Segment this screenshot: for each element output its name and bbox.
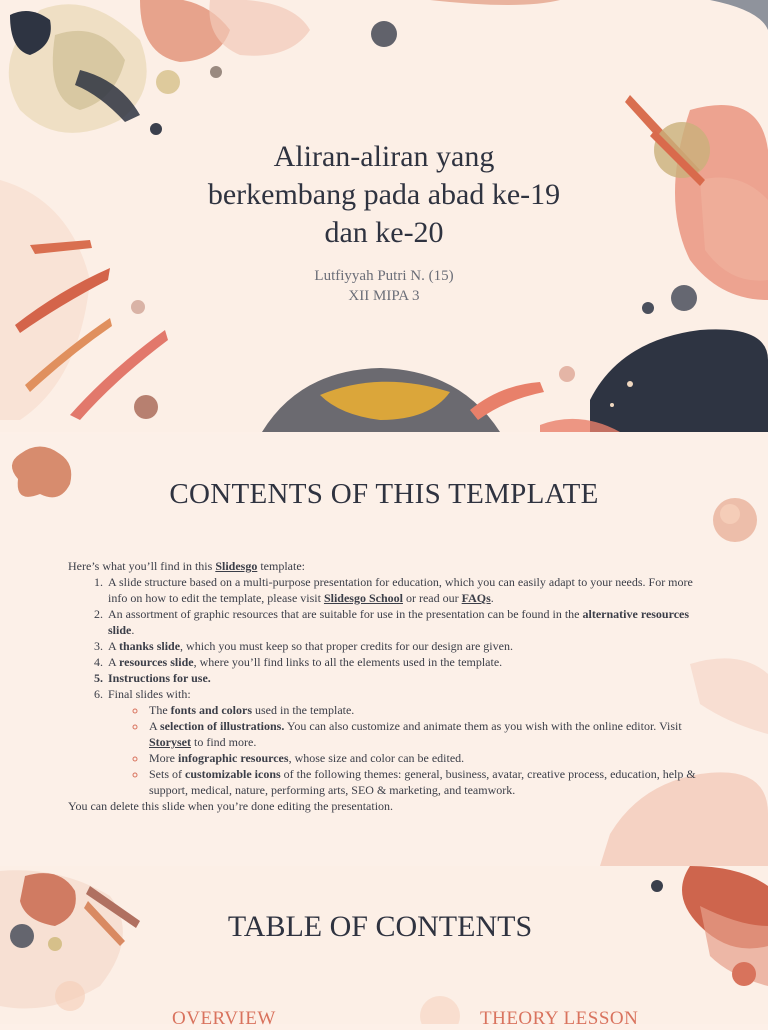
slidesgo-link[interactable]: Slidesgo xyxy=(215,559,258,573)
watercolor-decoration xyxy=(0,866,768,1024)
list-item: 3. A thanks slide, which you must keep so that proper credits for our design are given. xyxy=(106,638,708,654)
presentation-title: Aliran-aliran yang berkembang pada abad ke-19 dan ke-20 xyxy=(207,140,561,249)
intro-text: Here’s what you’ll find in this Slidesgo template: xyxy=(68,559,305,573)
toc-item-overview[interactable]: OVERVIEW xyxy=(172,1008,276,1029)
list-item: 5. Instructions for use. xyxy=(106,670,708,686)
contents-title: CONTENTS OF THIS TEMPLATE xyxy=(169,478,599,510)
faqs-link[interactable]: FAQs xyxy=(461,591,491,605)
footer-note: You can delete this slide when you’re done editing the presentation. xyxy=(68,799,394,813)
list-item: ◦ Sets of customizable icons of the following themes: general, business, avatar, creative process, education, help & support, medical, nature, performing arts, SEO & marketing, and teamwork. xyxy=(147,766,708,798)
presentation-subtitle xyxy=(234,266,534,306)
table-of-contents-slide xyxy=(0,866,768,1024)
list-item: 1. A slide structure based on a multi-purpose presentation for education, which you can easily adapt to your needs. For more info on how to edit the template, please visit Slidesgo School or read our FAQs. xyxy=(106,574,708,606)
author-class: XII MIPA 3 xyxy=(348,288,420,304)
list-item: ◦ The fonts and colors used in the template. xyxy=(147,702,708,718)
toc-item-theory-lesson[interactable]: THEORY LESSON xyxy=(480,1008,639,1029)
slidesgo-school-link[interactable]: Slidesgo School xyxy=(323,591,403,605)
storyset-link[interactable]: Storyset xyxy=(149,735,191,749)
list-item: ◦ More infographic resources, whose size and color can be edited. xyxy=(147,750,708,766)
contents-list xyxy=(68,574,708,798)
title-slide xyxy=(0,0,768,432)
contents-body xyxy=(68,558,708,814)
author-name: Lutfiyyah Putri N. (15) xyxy=(314,268,454,284)
list-item: 2. An assortment of graphic resources that are suitable for use in the presentation can be found in the alternative resources slide. xyxy=(106,606,708,638)
final-slides-list xyxy=(108,702,708,798)
toc-title: TABLE OF CONTENTS xyxy=(227,910,533,943)
list-item: 6. Final slides with: ◦ The fonts and colors used in the template. ◦ A selection of illustrations. You can also customize and animate them as you wish with the online editor. Visit Storyset to find more. ◦ More infographic resources, whose size and color can be edited. ◦ Sets of customizable icons of the following themes: general, business, avatar, creative process, education, help & support, medical, nature, performing arts, SEO & marketing, and teamwork. xyxy=(106,686,708,798)
list-item: 4. A resources slide, where you’ll find links to all the elements used in the template. xyxy=(106,654,708,670)
list-item: ◦ A selection of illustrations. You can also customize and animate them as you wish with the online editor. Visit Storyset to find more. xyxy=(147,718,708,750)
